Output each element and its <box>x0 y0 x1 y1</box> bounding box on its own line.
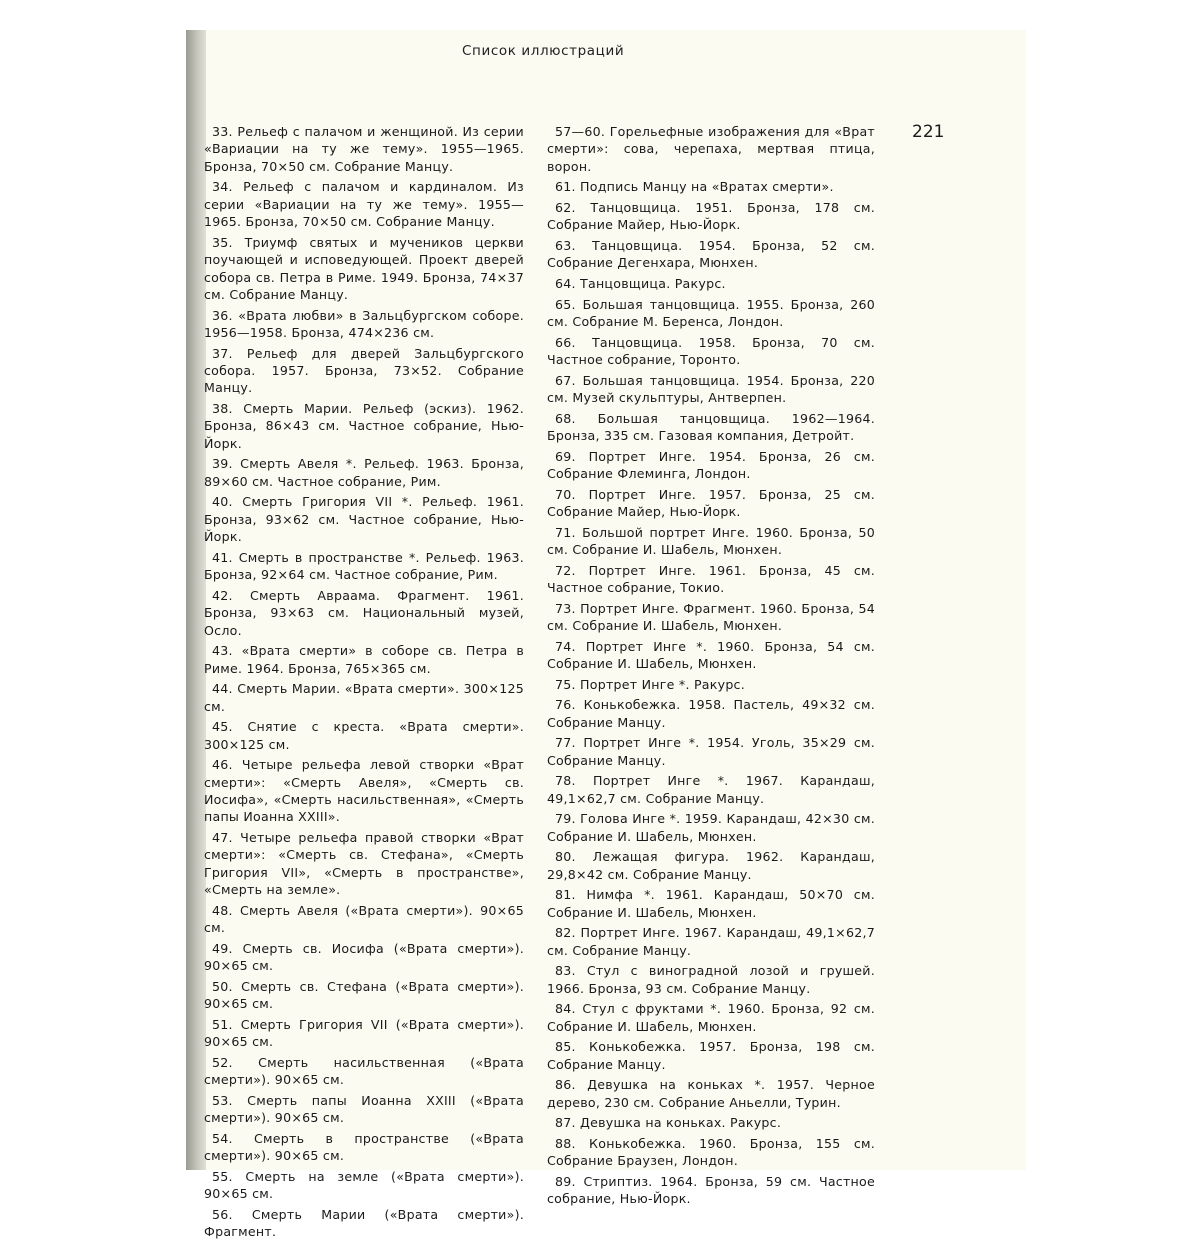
illustration-entry: 86. Девушка на коньках *. 1957. Черное дерево, 230 см. Собрание Аньелли, Турин. <box>547 1077 875 1110</box>
illustration-entry: 55. Смерть на земле («Врата смерти»). 90×65 см. <box>204 1168 524 1202</box>
illustration-entry: 52. Смерть насильственная («Врата смерти»). 90×65 см. <box>204 1054 524 1088</box>
illustration-entry: 43. «Врата смерти» в соборе св. Петра в Риме. 1964. Бронза, 765×365 см. <box>204 643 524 676</box>
illustration-entry: 39. Смерть Авеля *. Рельеф. 1963. Бронза, 89×60 см. Частное собрание, Рим. <box>204 456 524 489</box>
illustration-entry: 38. Смерть Марии. Рельеф (эскиз). 1962. Бронза, 86×43 см. Частное собрание, Нью-Йорк. <box>204 401 524 451</box>
illustration-entry: 87. Девушка на коньках. Ракурс. <box>555 1115 782 1131</box>
illustration-entry: 40. Смерть Григория VII *. Рельеф. 1961. Бронза, 93×62 см. Частное собрание, Нью-Йорк. <box>204 494 524 545</box>
illustration-entry: 51. Смерть Григория VII («Врата смерти»). 90×65 см. <box>204 1016 524 1050</box>
illustration-entry: 77. Портрет Инге *. 1954. Уголь, 35×29 см. Собрание Манцу. <box>547 735 875 768</box>
illustration-entry: 88. Конькобежка. 1960. Бронза, 155 см. Собрание Браузен, Лондон. <box>547 1135 875 1169</box>
illustration-entry: 56. Смерть Марии («Врата смерти»). Фрагмент. <box>204 1206 524 1240</box>
right-column <box>547 123 875 1211</box>
book-page <box>204 30 1026 1240</box>
illustration-entry: 33. Рельеф с палачом и женщиной. Из серии «Вариации на ту же тему». 1955—1965. Бронза, 70×50 см. Собрание Манцу. <box>204 124 524 174</box>
illustration-entry: 68. Большая танцовщица. 1962—1964. Бронза, 335 см. Газовая компания, Детройт. <box>547 410 875 443</box>
illustration-entry: 35. Триумф святых и мучеников церкви поучающей и исповедующей. Проект дверей собора св. Петра в Риме. 1949. Бронза, 74×37 см. Собрание Манцу. <box>204 234 524 303</box>
illustration-entry: 82. Портрет Инге. 1967. Карандаш, 49,1×62,7 см. Собрание Манцу. <box>547 925 875 958</box>
illustration-entry: 79. Голова Инге *. 1959. Карандаш, 42×30 см. Собрание И. Шабель, Мюнхен. <box>547 811 875 844</box>
illustration-entry: 73. Портрет Инге. Фрагмент. 1960. Бронза, 54 см. Собрание И. Шабель, Мюнхен. <box>547 600 875 633</box>
illustration-entry: 65. Большая танцовщица. 1955. Бронза, 260 см. Собрание М. Беренса, Лондон. <box>547 296 875 329</box>
illustration-entry: 49. Смерть св. Иосифа («Врата смерти»). 90×65 см. <box>204 940 524 974</box>
illustration-entry: 71. Большой портрет Инге. 1960. Бронза, 50 см. Собрание И. Шабель, Мюнхен. <box>547 524 875 557</box>
illustration-entry: 80. Лежащая фигура. 1962. Карандаш, 29,8×42 см. Собрание Манцу. <box>547 849 875 882</box>
illustration-entry: 81. Нимфа *. 1961. Карандаш, 50×70 см. Собрание И. Шабель, Мюнхен. <box>547 887 875 920</box>
left-column <box>204 123 524 1244</box>
illustration-entry: 45. Снятие с креста. «Врата смерти». 300×125 см. <box>204 719 524 752</box>
illustration-entry: 46. Четыре рельефа левой створки «Врат смерти»: «Смерть Авеля», «Смерть св. Иосифа», «Смерть насильственная», «Смерть папы Иоанна XXIII». <box>204 757 524 825</box>
illustration-entry: 61. Подпись Манцу на «Вратах смерти». <box>555 179 834 195</box>
illustration-entry: 44. Смерть Марии. «Врата смерти». 300×125 см. <box>204 681 524 714</box>
illustration-entry: 50. Смерть св. Стефана («Врата смерти»). 90×65 см. <box>204 978 524 1012</box>
illustration-entry: 57—60. Горельефные изображения для «Врат смерти»: сова, черепаха, мертвая птица, ворон. <box>547 124 875 174</box>
page-number: 221 <box>912 122 945 142</box>
illustration-entry: 83. Стул с виноградной лозой и грушей. 1966. Бронза, 93 см. Собрание Манцу. <box>547 963 875 996</box>
illustration-entry: 34. Рельеф с палачом и кардиналом. Из серии «Вариации на ту же тему». 1955—1965. Бронза, 70×50 см. Собрание Манцу. <box>204 179 524 230</box>
illustration-entry: 76. Конькобежка. 1958. Пастель, 49×32 см. Собрание Манцу. <box>547 697 875 730</box>
illustration-entry: 36. «Врата любви» в Зальцбургском соборе. 1956—1958. Бронза, 474×236 см. <box>204 307 524 341</box>
illustration-entry: 72. Портрет Инге. 1961. Бронза, 45 см. Частное собрание, Токио. <box>547 562 875 595</box>
illustration-entry: 53. Смерть папы Иоанна XXIII («Врата смерти»). 90×65 см. <box>204 1092 524 1126</box>
illustration-entry: 85. Конькобежка. 1957. Бронза, 198 см. Собрание Манцу. <box>547 1039 875 1072</box>
illustration-entry: 84. Стул с фруктами *. 1960. Бронза, 92 см. Собрание И. Шабель, Мюнхен. <box>547 1001 875 1034</box>
illustration-entry: 89. Стриптиз. 1964. Бронза, 59 см. Частное собрание, Нью-Йорк. <box>547 1173 875 1207</box>
illustration-entry: 67. Большая танцовщица. 1954. Бронза, 220 см. Музей скульптуры, Антверпен. <box>547 372 875 405</box>
illustration-entry: 47. Четыре рельефа правой створки «Врат смерти»: «Смерть св. Стефана», «Смерть Григория VII», «Смерть в пространстве», «Смерть на земле». <box>204 830 524 898</box>
running-title: Список иллюстраций <box>462 43 625 59</box>
illustration-entry: 62. Танцовщица. 1951. Бронза, 178 см. Собрание Майер, Нью-Йорк. <box>547 200 875 233</box>
illustration-entry: 75. Портрет Инге *. Ракурс. <box>555 676 745 692</box>
illustration-entry: 66. Танцовщица. 1958. Бронза, 70 см. Частное собрание, Торонто. <box>547 334 875 367</box>
illustration-entry: 37. Рельеф для дверей Зальцбургского собора. 1957. Бронза, 73×52. Собрание Манцу. <box>204 345 524 396</box>
illustration-entry: 74. Портрет Инге *. 1960. Бронза, 54 см. Собрание И. Шабель, Мюнхен. <box>547 638 875 671</box>
illustration-entry: 63. Танцовщица. 1954. Бронза, 52 см. Собрание Дегенхара, Мюнхен. <box>547 238 875 271</box>
illustration-entry: 70. Портрет Инге. 1957. Бронза, 25 см. Собрание Майер, Нью-Йорк. <box>547 486 875 519</box>
illustration-entry: 54. Смерть в пространстве («Врата смерти»). 90×65 см. <box>204 1130 524 1164</box>
illustration-entry: 69. Портрет Инге. 1954. Бронза, 26 см. Собрание Флеминга, Лондон. <box>547 448 875 481</box>
illustration-entry: 42. Смерть Авраама. Фрагмент. 1961. Бронза, 93×63 см. Национальный музей, Осло. <box>204 587 524 638</box>
illustration-entry: 78. Портрет Инге *. 1967. Карандаш, 49,1×62,7 см. Собрание Манцу. <box>547 773 875 806</box>
illustration-entry: 48. Смерть Авеля («Врата смерти»). 90×65 см. <box>204 902 524 936</box>
illustration-entry: 64. Танцовщица. Ракурс. <box>555 276 726 291</box>
illustration-entry: 41. Смерть в пространстве *. Рельеф. 1963. Бронза, 92×64 см. Частное собрание, Рим. <box>204 549 524 583</box>
